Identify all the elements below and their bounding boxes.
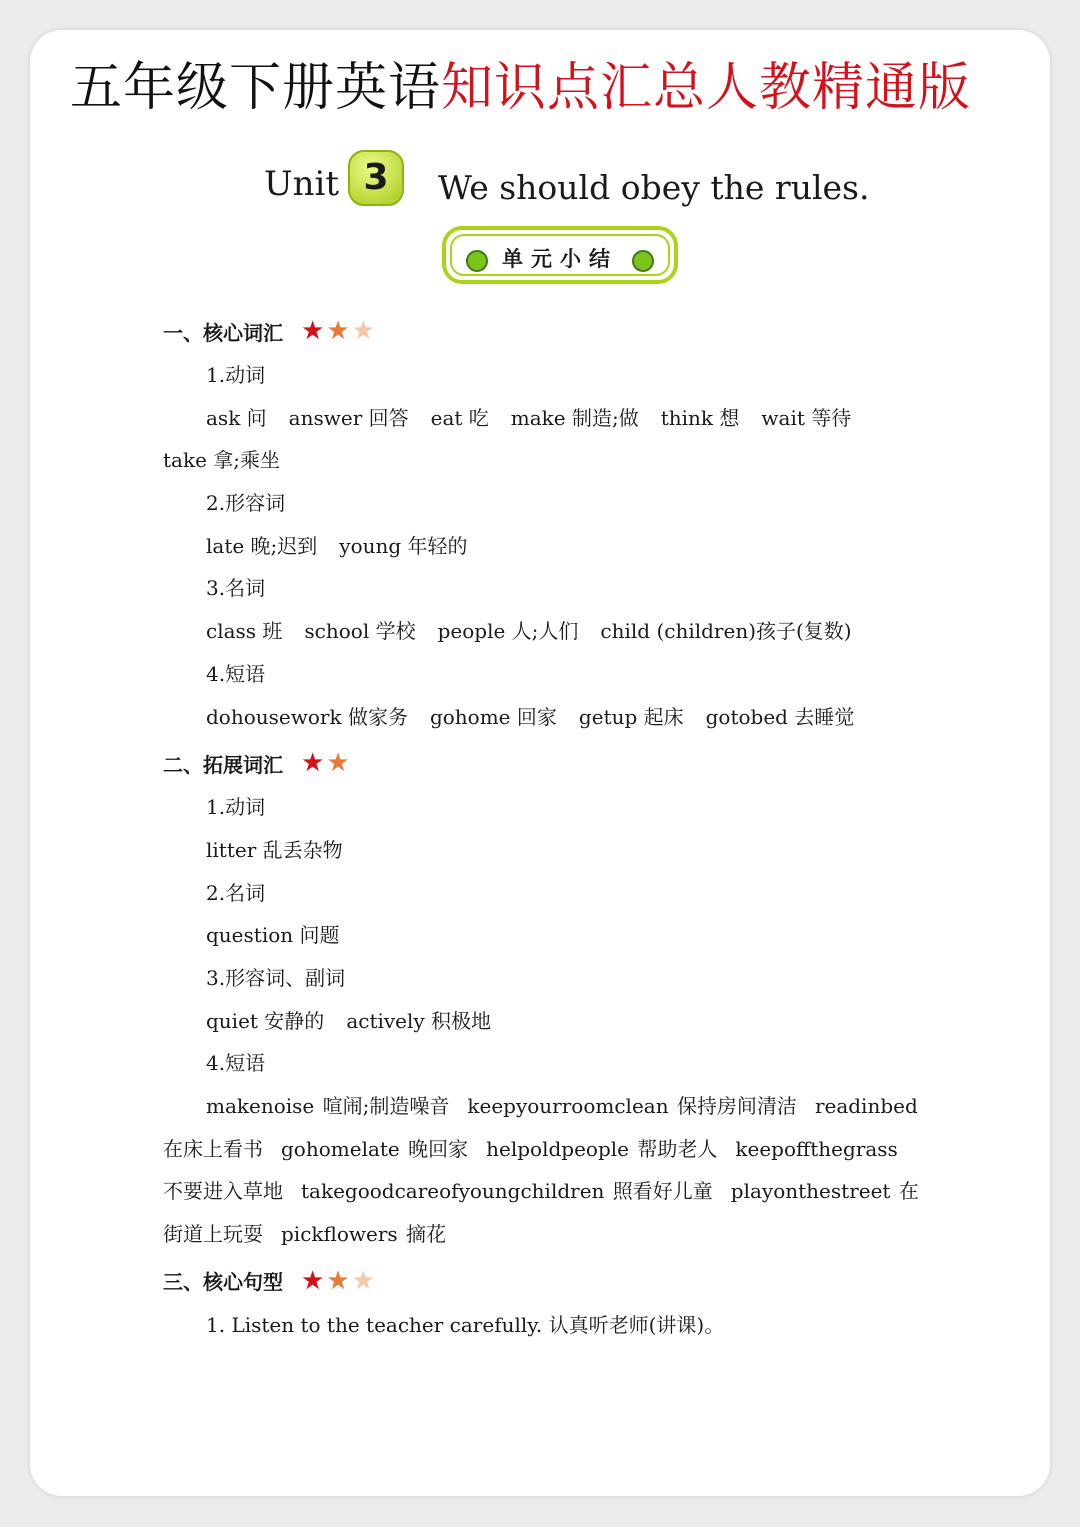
page-title [70, 48, 1045, 128]
word-item: gohome 回家 [429, 704, 557, 729]
word-list [163, 696, 923, 739]
word-item: gotobed 去睡觉 [705, 704, 855, 729]
phrase-item: takegoodcareofyoungchildren 照看好儿童 [301, 1179, 713, 1204]
section-heading [163, 308, 923, 354]
phrase-item: playonthestreet 在街道上玩耍 [163, 1179, 919, 1247]
section-title: 一、核心词汇 [163, 320, 283, 345]
green-dot-icon [632, 250, 654, 272]
word-item: eat 吃 [430, 405, 489, 430]
word-item: wait 等待 [761, 405, 852, 430]
phrase-item: makenoise 喧闹;制造噪音 [206, 1094, 450, 1118]
word-list [163, 610, 923, 653]
content [163, 306, 923, 1347]
word-item: think 想 [660, 405, 740, 430]
group-heading: 4.短语 [206, 1051, 266, 1076]
group-heading: 3.形容词、副词 [206, 965, 346, 990]
word-item: young 年轻的 [339, 533, 468, 558]
word-item: make 制造;做 [510, 405, 639, 430]
word-list [163, 397, 923, 440]
word-item: getup 起床 [578, 704, 684, 729]
word-item: question 问题 [206, 923, 340, 948]
word-item: litter 乱丢杂物 [206, 837, 343, 862]
title-black-part: 五年级下册英语 [70, 58, 442, 118]
section-title: 三、核心句型 [163, 1270, 283, 1295]
word-list [163, 1000, 923, 1043]
word-item: child (children)孩子(复数) [600, 619, 852, 644]
word-item: people 人;人们 [437, 619, 579, 644]
group-heading: 3.名词 [206, 576, 266, 601]
unit-summary-banner [442, 226, 678, 284]
star-rating-icon: ★★ [301, 748, 352, 779]
group-heading: 4.短语 [206, 661, 266, 686]
star-rating-icon: ★★★ [301, 1265, 377, 1296]
word-item: dohousework 做家务 [206, 704, 408, 729]
document-page [30, 30, 1050, 1496]
title-red-part: 知识点汇总人教精通版 [441, 58, 972, 118]
unit-label: Unit [264, 164, 340, 204]
section-heading [163, 1258, 923, 1304]
section-heading [163, 740, 923, 786]
word-item: quiet 安静的 [206, 1008, 325, 1033]
section-title: 二、拓展词汇 [163, 752, 283, 777]
word-item: class 班 [206, 619, 283, 644]
group-heading: 1.动词 [206, 795, 266, 820]
word-item: late 晚;迟到 [206, 533, 318, 558]
unit-title: We should obey the rules. [438, 168, 870, 207]
summary-label: 单元小结 [502, 247, 618, 271]
word-item: school 学校 [304, 619, 416, 644]
word-item: ask 问 [206, 405, 267, 430]
star-rating-icon: ★★★ [301, 316, 377, 346]
phrase-item: pickflowers 摘花 [281, 1222, 447, 1247]
phrase-item: keepoffthegrass 不要进入草地 [163, 1136, 898, 1204]
group-heading: 1.动词 [206, 363, 266, 387]
word-item: actively 积极地 [346, 1008, 492, 1033]
sentence-item: 1. Listen to the teacher carefully. 认真听老师(讲课)。 [206, 1312, 725, 1337]
word-item: answer 回答 [288, 405, 409, 430]
phrase-item: readinbed 在床上看书 [163, 1094, 918, 1161]
phrase-item: helpoldpeople 帮助老人 [486, 1136, 718, 1161]
word-item: take 拿;乘坐 [163, 448, 281, 473]
word-list [163, 525, 923, 568]
unit-number-badge: 3 [348, 150, 404, 206]
phrase-item: gohomelate 晚回家 [281, 1136, 469, 1161]
phrase-paragraph [163, 1085, 923, 1256]
group-heading: 2.形容词 [206, 491, 286, 516]
group-heading: 2.名词 [206, 880, 266, 905]
unit-header [30, 140, 1050, 220]
phrase-item: keepyourroomclean 保持房间清洁 [467, 1094, 797, 1118]
